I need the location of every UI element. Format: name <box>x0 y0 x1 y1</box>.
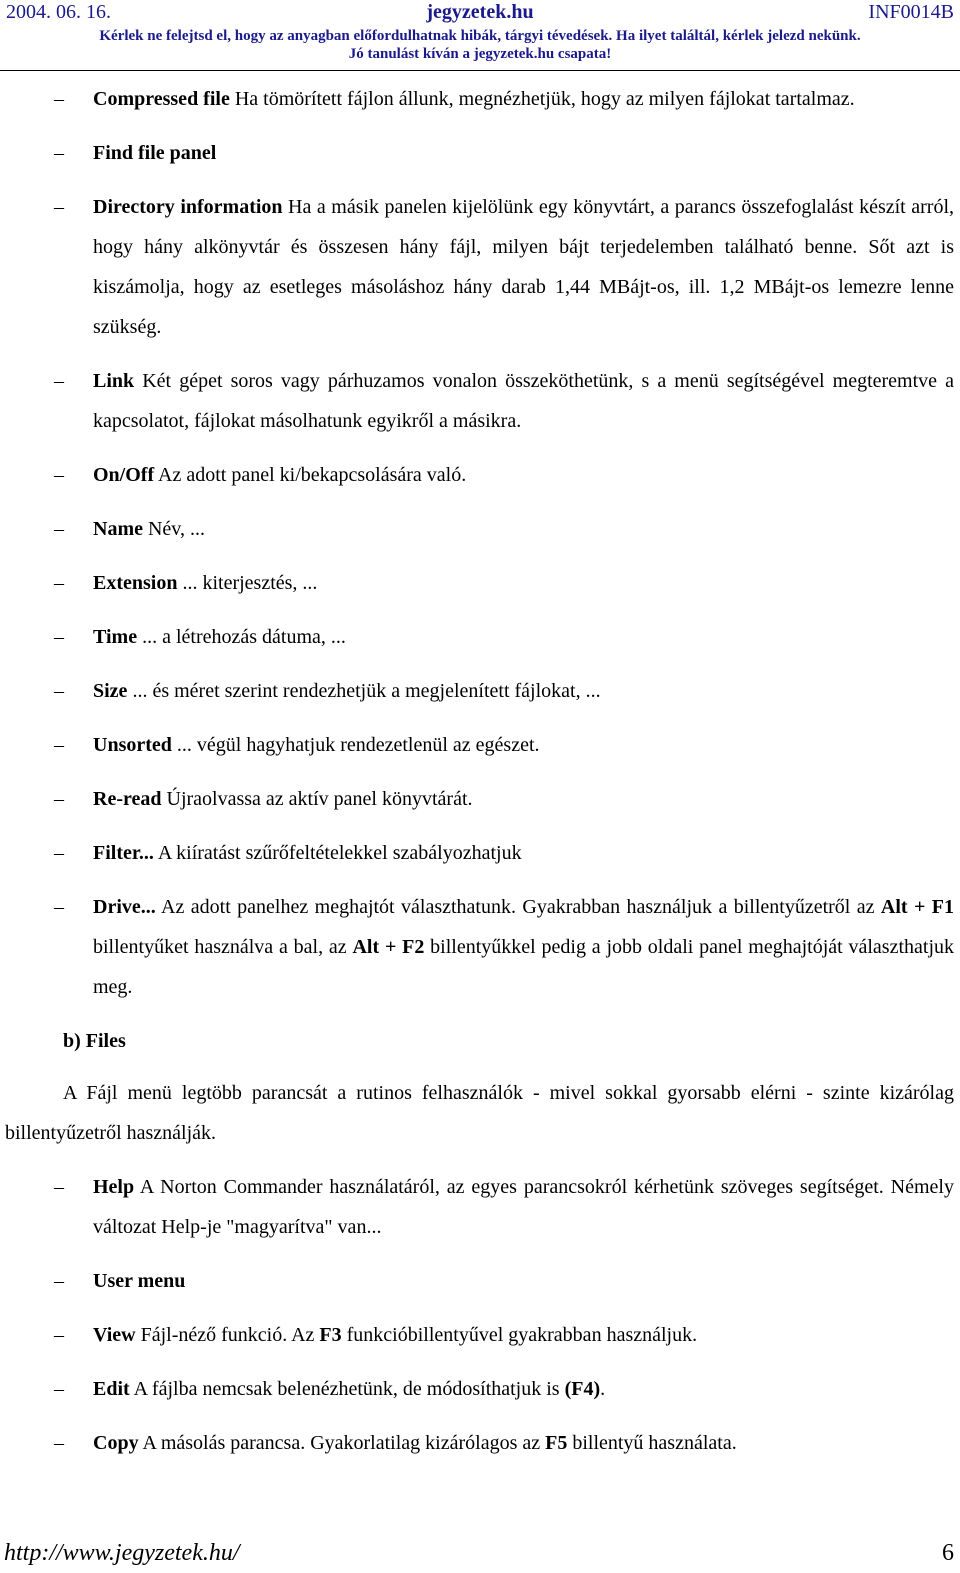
key-combo: F3 <box>319 1324 342 1346</box>
list-item <box>0 187 960 347</box>
item-text: funkcióbillentyűvel gyakrabban használjuk. <box>341 1324 698 1346</box>
list-item <box>0 509 960 549</box>
item-term: Time <box>93 626 138 648</box>
item-term: Re-read <box>93 788 162 810</box>
key-combo: Alt + F2 <box>352 936 425 958</box>
list-item <box>0 671 960 711</box>
item-term: Copy <box>93 1432 139 1454</box>
footer-url-link[interactable]: http://www.jegyzetek.hu/ <box>4 1540 240 1566</box>
list-item <box>0 1261 960 1301</box>
list-dash: – <box>54 626 64 648</box>
item-text: A fájlba nemcsak belenézhetünk, de módosíthatjuk is <box>129 1378 565 1400</box>
item-term: Help <box>93 1176 135 1198</box>
list-item <box>0 617 960 657</box>
section-heading: b) Files <box>63 1030 126 1052</box>
list-item <box>0 725 960 765</box>
page-number: 6 <box>942 1540 954 1566</box>
item-text: ... és méret szerint rendezhetjük a megjelenített fájlokat, ... <box>127 680 601 702</box>
item-term: Unsorted <box>93 734 172 756</box>
item-text: Két gépet soros vagy párhuzamos vonalon összeköthetünk, s a menü segítségével megteremtve a kapcsolatot, fájlokat másolhatunk egyikről a másikra. <box>93 370 954 432</box>
document-body <box>0 79 960 1477</box>
item-text: . <box>600 1378 606 1400</box>
item-text: billentyűket használva a bal, az <box>93 936 353 958</box>
list-dash: – <box>54 196 64 218</box>
item-text: A kiíratást szűrőfeltételekkel szabályozhatjuk <box>153 842 522 864</box>
item-term: Extension <box>93 572 178 594</box>
header-row <box>6 0 954 24</box>
header-date: 2004. 06. 16. <box>6 1 111 23</box>
list-dash: – <box>54 842 64 864</box>
list-dash: – <box>54 1324 64 1346</box>
list-dash: – <box>54 572 64 594</box>
list-dash: – <box>54 88 64 110</box>
item-term: Name <box>93 518 143 540</box>
item-term: User menu <box>93 1270 186 1292</box>
list-item <box>0 133 960 173</box>
header-doc-code: INF0014B <box>868 1 954 23</box>
list-item <box>0 563 960 603</box>
item-text: Ha tömörített fájlon állunk, megnézhetjük, hogy az milyen fájlokat tartalmaz. <box>229 88 855 110</box>
list-item <box>0 1315 960 1355</box>
item-term: Link <box>93 370 135 392</box>
item-term: Filter... <box>93 842 154 864</box>
section-intro-paragraph: A Fájl menü legtöbb parancsát a rutinos felhasználók - mivel sokkal gyorsabb elérni - szinte kizárólag billentyűzetről használják. <box>5 1082 954 1144</box>
item-text: Név, ... <box>142 518 206 540</box>
item-term: Edit <box>93 1378 130 1400</box>
item-term: Size <box>93 680 128 702</box>
list-item <box>0 361 960 441</box>
item-text: Az adott panel ki/bekapcsolására való. <box>154 464 467 486</box>
list-dash: – <box>54 518 64 540</box>
list-dash: – <box>54 142 64 164</box>
list-item <box>0 1423 960 1463</box>
list-item <box>0 833 960 873</box>
item-text: Újraolvassa az aktív panel könyvtárát. <box>161 788 473 810</box>
item-text: A Norton Commander használatáról, az egyes parancsokról kérhetünk szöveges segítséget. Némely változat Help-je "magyarítva" van... <box>93 1176 954 1238</box>
page-footer <box>0 1538 960 1568</box>
item-term: Drive... <box>93 896 156 918</box>
key-combo: F5 <box>545 1432 568 1454</box>
list-dash: – <box>54 896 64 918</box>
item-term: Directory information <box>93 196 283 218</box>
header-notice-errors: Kérlek ne felejtsd el, hogy az anyagban előfordulhatnak hibák, tárgyi tévedések. Ha ilyet találtál, kérlek jelezd nekünk. <box>99 28 861 44</box>
list-item <box>0 455 960 495</box>
list-dash: – <box>54 1270 64 1292</box>
list-item <box>0 1167 960 1247</box>
item-text: Ha a másik panelen kijelölünk egy könyvtárt, a parancs összefoglalást készít arról, hogy hány alkönyvtár és összesen hány fájl, milyen bájt terjedelemben található benne. Sőt azt is kiszámolja, hogy az esetleges másoláshoz hány darab 1,44 MBájt-os, ill. 1,2 MBájt-os lemezre lenne szükség. <box>93 196 954 338</box>
item-term: Find file panel <box>93 142 217 164</box>
list-item <box>0 779 960 819</box>
list-dash: – <box>54 788 64 810</box>
list-dash: – <box>54 1432 64 1454</box>
list-dash: – <box>54 464 64 486</box>
key-combo: Alt + F1 <box>880 896 954 918</box>
list-dash: – <box>54 734 64 756</box>
list-dash: – <box>54 1176 64 1198</box>
list-item <box>0 1369 960 1409</box>
header-site-name: jegyzetek.hu <box>426 1 534 23</box>
page-header <box>0 0 960 71</box>
item-text: ... a létrehozás dátuma, ... <box>137 626 346 648</box>
list-item <box>0 887 960 1007</box>
item-term: View <box>93 1324 136 1346</box>
item-text: billentyűkkel pedig a jobb oldali panel meghajtóját választhatjuk meg. <box>93 936 955 998</box>
item-text: ... kiterjesztés, ... <box>177 572 318 594</box>
list-item <box>0 79 960 119</box>
item-text: A másolás parancsa. Gyakorlatilag kizárólagos az <box>138 1432 546 1454</box>
item-term: Compressed file <box>93 88 230 110</box>
key-combo: (F4) <box>564 1378 601 1400</box>
list-dash: – <box>54 370 64 392</box>
item-text: Az adott panelhez meghajtót választhatunk. Gyakrabban használjuk a billentyűzetről az <box>155 896 881 918</box>
item-text: ... végül hagyhatjuk rendezetlenül az egészet. <box>171 734 540 756</box>
header-notice-greeting: Jó tanulást kíván a jegyzetek.hu csapata! <box>348 46 612 62</box>
list-dash: – <box>54 680 64 702</box>
item-text: billentyű használata. <box>567 1432 737 1454</box>
item-term: On/Off <box>93 464 155 486</box>
item-text: Fájl-néző funkció. Az <box>135 1324 320 1346</box>
list-dash: – <box>54 1378 64 1400</box>
